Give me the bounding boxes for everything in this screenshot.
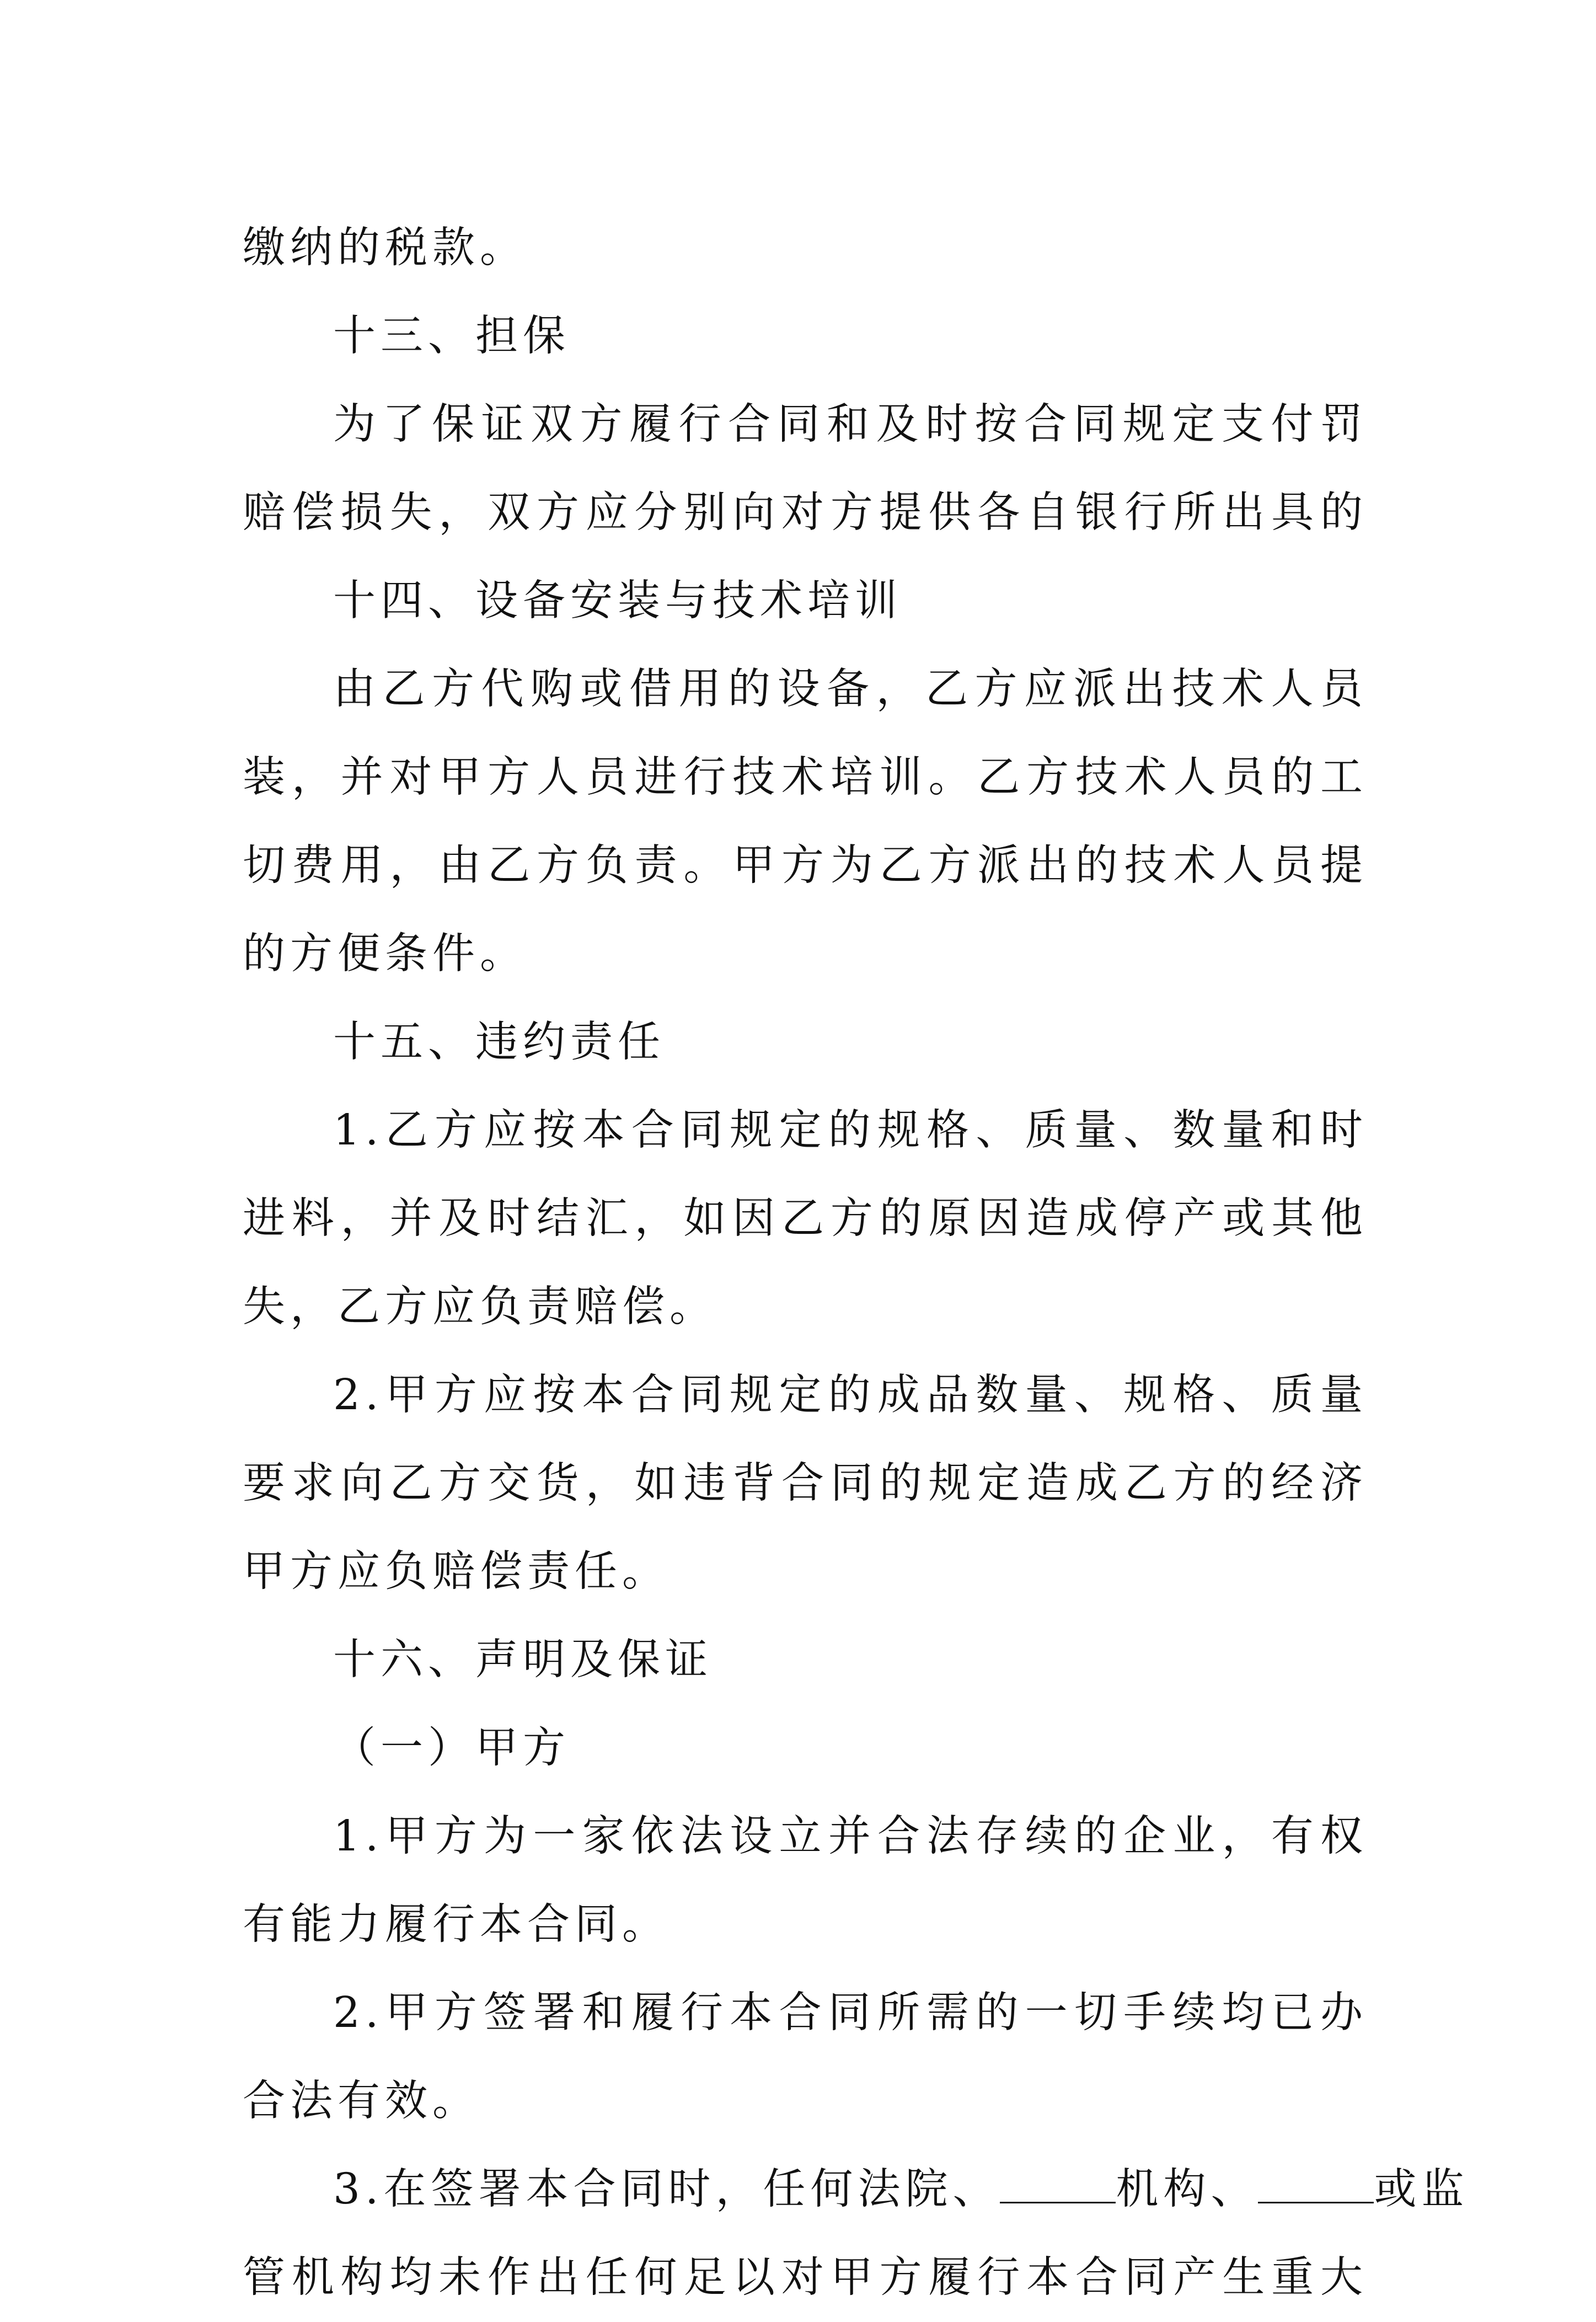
text-line: 由乙方代购或借用的设备，乙方应派出技术人员 bbox=[333, 665, 1368, 714]
text-line: 为了保证双方履行合同和及时按合同规定支付罚 bbox=[333, 400, 1368, 449]
text-line: 装，并对甲方人员进行技术培训。乙方技术人员的工 bbox=[243, 753, 1368, 802]
text-line: 的方便条件。 bbox=[243, 929, 527, 978]
text-line: 2.甲方应按本合同规定的成品数量、规格、质量 bbox=[333, 1371, 1368, 1420]
text-line: 赔偿损失，双方应分别向对方提供各自银行所出具的 bbox=[243, 488, 1368, 537]
text-line: 甲方应负赔偿责任。 bbox=[243, 1547, 670, 1596]
fill-in-blank bbox=[1258, 2169, 1374, 2203]
text-line: 2.甲方签署和履行本合同所需的一切手续均已办 bbox=[333, 1988, 1368, 2037]
text-segment: 或监 bbox=[1374, 2165, 1469, 2214]
text-line: 1.乙方应按本合同规定的规格、质量、数量和时 bbox=[333, 1106, 1368, 1155]
text-segment: 3.在签署本合同时，任何法院、 bbox=[333, 2165, 1000, 2214]
text-line: 要求向乙方交货，如违背合同的规定造成乙方的经济 bbox=[243, 1459, 1368, 1508]
text-line: 管机构均未作出任何足以对甲方履行本合同产生重大 bbox=[243, 2253, 1368, 2302]
text-line: 进料，并及时结汇，如因乙方的原因造成停产或其他 bbox=[243, 1194, 1368, 1243]
text-line: 切费用，由乙方负责。甲方为乙方派出的技术人员提 bbox=[243, 841, 1368, 890]
text-line: 失，乙方应负责赔偿。 bbox=[243, 1282, 717, 1331]
text-line: 1.甲方为一家依法设立并合法存续的企业，有权 bbox=[333, 1812, 1368, 1861]
section-heading: 十三、担保 bbox=[333, 312, 570, 361]
section-heading: 十四、设备安装与技术培训 bbox=[333, 576, 902, 625]
text-line: 有能力履行本合同。 bbox=[243, 1900, 670, 1949]
text-line-with-blanks bbox=[243, 2146, 1469, 2234]
subsection-heading: （一）甲方 bbox=[333, 1724, 570, 1773]
fill-in-blank bbox=[1000, 2169, 1116, 2203]
text-line: 合法有效。 bbox=[243, 2077, 480, 2126]
text-segment: 机构、 bbox=[1116, 2165, 1258, 2214]
section-heading: 十五、违约责任 bbox=[333, 1018, 665, 1067]
section-heading: 十六、声明及保证 bbox=[333, 1635, 713, 1684]
document-body bbox=[243, 204, 1469, 2322]
text-line: 缴纳的税款。 bbox=[243, 223, 527, 272]
